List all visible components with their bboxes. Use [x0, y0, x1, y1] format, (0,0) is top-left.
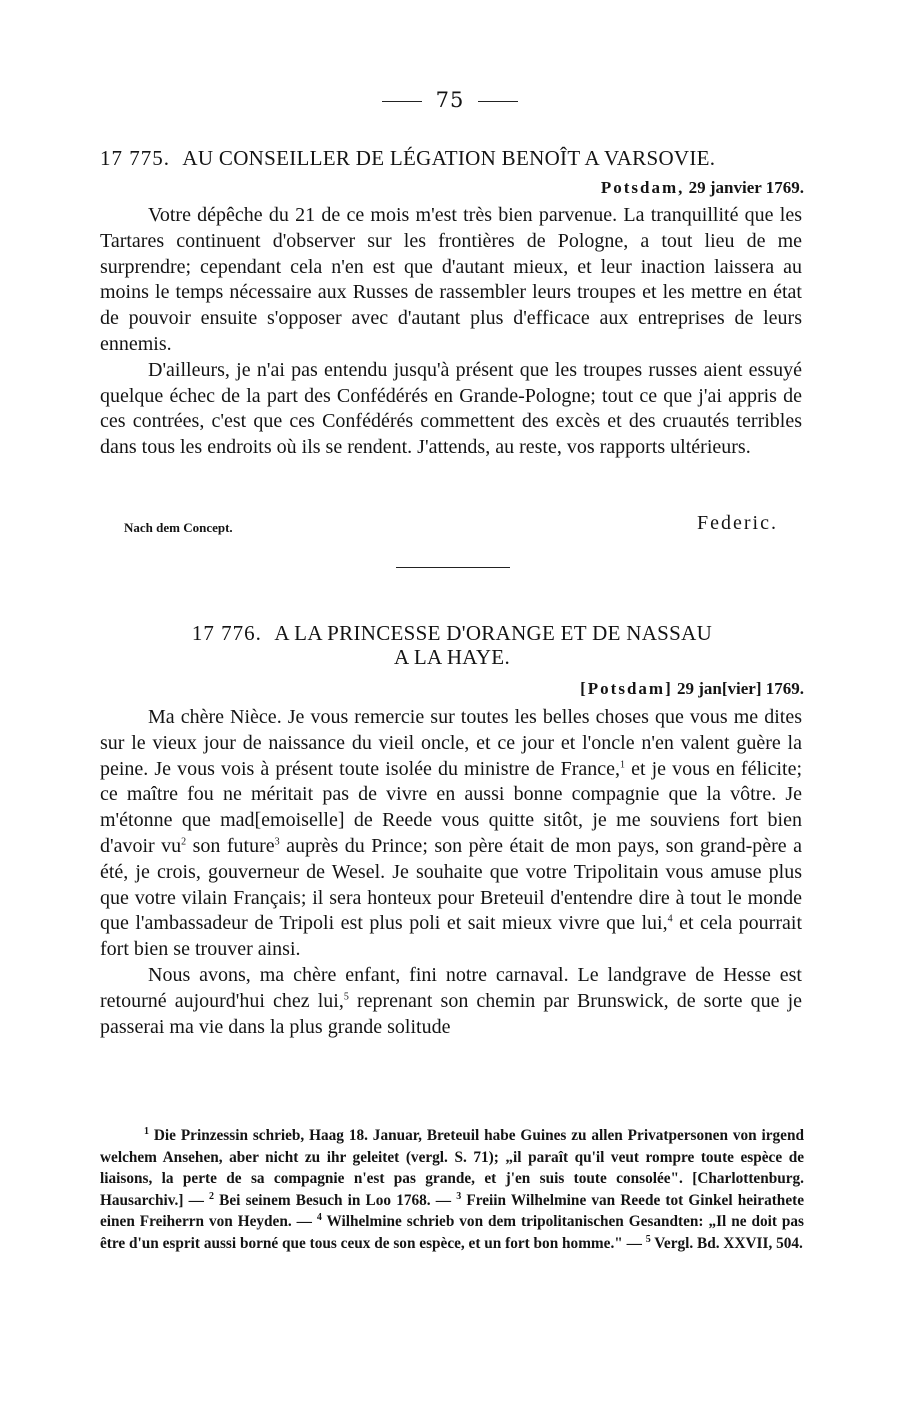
letter-2-place: [Potsdam] — [580, 679, 673, 698]
footnote-ref-4: 4 — [667, 913, 673, 925]
letter-2-p1-part-d: auprès du Prince; son père était de mon pays, son grand-père a été, je crois, gouverneur de Wesel. Je souhaite que votre Tripolitain vous amuse plus que votre vilain Français; il sera honteux pour Breteuil d'entendre dire à tout le monde que l'ambassadeur de Tripoli est plus poli et sait mieux vivre que lui, — [100, 834, 802, 935]
footnote-text-5: Vergl. Bd. XXVII, 504. — [650, 1234, 803, 1252]
footnote-ref-2: 2 — [181, 836, 187, 848]
letter-1-body — [100, 203, 802, 461]
letter-1-paragraph-2: D'ailleurs, je n'ai pas entendu jusqu'à présent que les troupes russes aient essuyé quelque échec de la part des Confédérés en Grande-Pologne; tout ce que j'ai appris de ces contrées, c'est que ces Confédérés commettent des excès et des cruautés terribles dans tous les endroits où ils se rendent. J'attends, au reste, vos rapports ultérieurs. — [100, 358, 802, 459]
letter-2-heading — [100, 621, 804, 669]
letter-1-heading — [100, 146, 804, 170]
letter-1-dateline — [601, 178, 804, 198]
letter-1-paragraph-1: Votre dépêche du 21 de ce mois m'est très bien parvenue. La tranquillité que les Tartares continuent d'observer sur les frontières de Pologne, a tout lieu de me surprendre; cependant cela n'en est que d'autant mieux, et leur inaction laissera au moins le temps nécessaire aux Russes de rassembler leurs troupes et les mettre en état de pouvoir ensuite s'opposer avec d'autant plus d'efficace aux entreprises de leurs ennemis. — [100, 204, 802, 355]
footnote-ref-1: 1 — [620, 758, 626, 770]
letter-2-title-line-1: A LA PRINCESSE D'ORANGE ET DE NASSAU — [274, 621, 713, 645]
footnotes — [100, 1125, 804, 1255]
footnote-text-1: Die Prinzessin schrieb, Haag 18. Januar, Breteuil habe Guines zu allen Privatpersonen von irgend welchem Ansehen, aber nicht zu ihr geleitet (vergl. S. 71); „il paraît qu'il veut rompre toute espèce de liaisons, la perte de sa compagnie n'est pas grande, et j'en suis toute consolée". [Charlottenburg. Hausarchiv.] — — [100, 1127, 804, 1209]
page-number-header — [0, 88, 900, 112]
letter-2-p1-part-c: son future — [186, 834, 275, 857]
footnote-mark-1: 1 — [144, 1125, 149, 1137]
letter-2-p1-part-a: Ma chère Nièce. Je vous remercie sur toutes les belles choses que vous me dites sur le vieux jour de naissance du vieil oncle, et ce jour et l'oncle n'en valent guère la peine. Je vous vois à présent toute isolée du ministre de France, — [100, 706, 802, 780]
letter-2-p1-part-b: et je vous en félicite; ce maître fou ne méritait pas de vivre en aussi bonne compagnie que la vôtre. Je m'étonne que mad[emoiselle] de Reede vous quitte sitôt, je me souviens fort bien d'avoir vu — [100, 757, 803, 857]
letter-2-body — [100, 705, 802, 1040]
letter-2-heading-line-1 — [100, 621, 804, 645]
letter-1-place: Potsdam, — [600, 178, 685, 197]
letter-1-date: 29 janvier 1769. — [688, 178, 804, 197]
header-rule-left — [382, 101, 422, 102]
letter-1-title: AU CONSEILLER DE LÉGATION BENOÎT A VARSOVIE. — [182, 146, 716, 170]
header-rule-right — [478, 101, 518, 102]
letter-2-number: 17 776. — [191, 621, 262, 645]
letter-2-paragraph-1 — [100, 705, 802, 963]
letter-2-paragraph-2 — [100, 963, 802, 1040]
letter-1-source-note: Nach dem Concept. — [124, 520, 233, 535]
letter-2-date: 29 jan[vier] 1769. — [676, 679, 804, 698]
footnote-text-2: Bei seinem Besuch in Loo 1768. — — [214, 1191, 457, 1209]
letter-2-p2-part-b: reprenant son chemin par Brunswick, de sorte que je passerai ma vie dans la plus grande solitude — [100, 989, 802, 1038]
footnote-mark-4: 4 — [316, 1212, 322, 1224]
letter-2-p1-part-e: et cela pourrait fort bien se trouver ainsi. — [100, 912, 802, 961]
letter-1-signature: Federic. — [697, 512, 778, 534]
letter-2-title-line-2: A LA HAYE. — [394, 645, 510, 669]
page-number: 75 — [435, 88, 465, 112]
footnote-mark-5: 5 — [645, 1233, 651, 1245]
footnote-text-3: Freiin Wilhelmine van Reede tot Ginkel heirathete einen Freiherrn von Heyden. — — [100, 1191, 804, 1231]
footnote-block — [100, 1125, 804, 1255]
footnote-mark-3: 3 — [456, 1190, 462, 1202]
letter-2-p2-part-a: Nous avons, ma chère enfant, fini notre carnaval. Le landgrave de Hesse est retourné aujourd'hui chez lui, — [100, 963, 802, 1012]
footnote-mark-2: 2 — [209, 1190, 215, 1202]
section-separator — [396, 567, 510, 568]
letter-2-dateline — [580, 679, 804, 699]
footnote-text-4: Wilhelmine schrieb von dem tripolitanischen Gesandten: „Il ne doit pas être d'un esprit aussi borné que tous ceux de son espèce, et un fort bon homme." — — [100, 1213, 804, 1252]
footnote-ref-3: 3 — [274, 836, 280, 848]
footnote-ref-5: 5 — [343, 991, 349, 1003]
letter-1-number: 17 775. — [100, 146, 170, 170]
